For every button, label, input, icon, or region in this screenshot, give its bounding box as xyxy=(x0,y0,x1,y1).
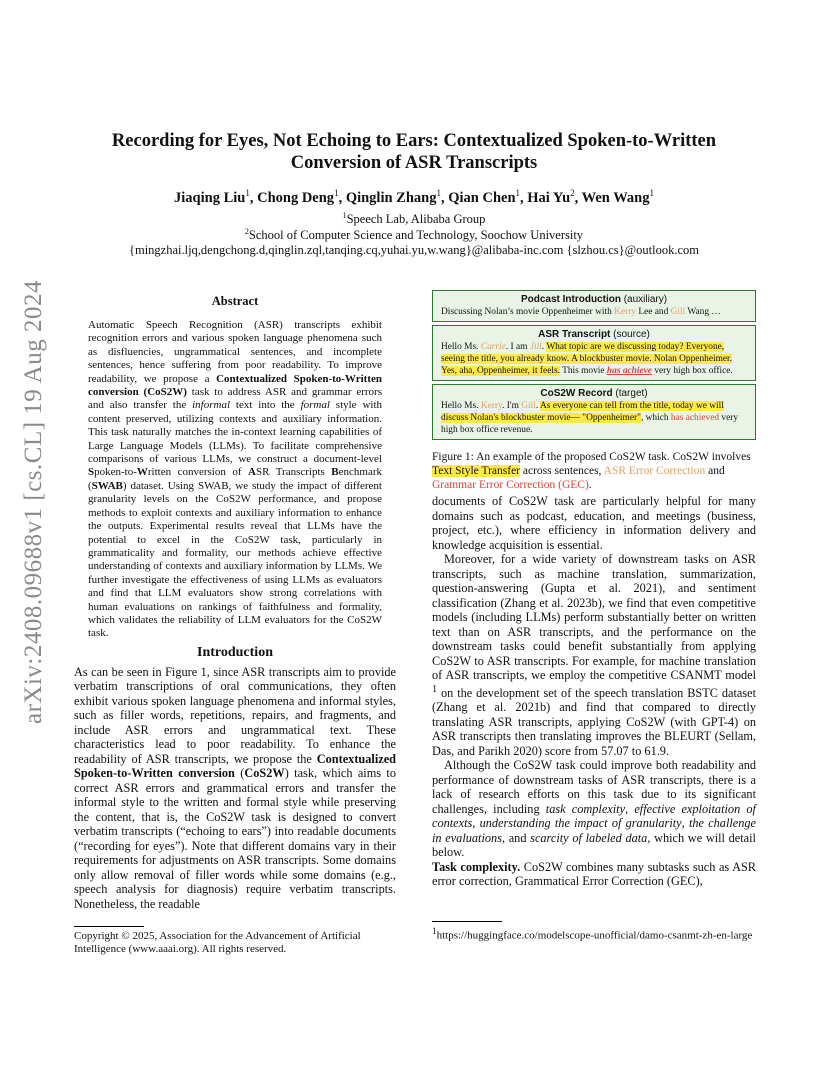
body-paragraph: documents of CoS2W task are particularly helpful for many domains such as podcast, education, and meetings (business, project, etc.), where efficiency in information delivery and knowledge acquisition is essential. xyxy=(432,494,756,552)
body-paragraph: Moreover, for a wide variety of downstream tasks on ASR transcripts, such as machine translation, summarization, question-answering (Gupta et al. 2021), and sentiment classification (Zhang et al. 2023b), we find that even competitive models (including LLMs) perform substantially better on written text than on ASR transcripts, and the performance on the downstream tasks could benefit substantially from applying CoS2W to ASR transcripts. For example, for machine translation of ASR transcripts, we employ the competitive CSANMT model $^1$ on the development set of the speech translation BSTC dataset (Zhang et al. 2021b) and find that compared to directly translating ASR transcripts, applying CoS2W (with GPT-4) on ASR transcripts then translating improves the BLEURT (Sellam, Das, and Parikh 2020) score from 57.07 to 61.9. xyxy=(432,552,756,758)
box-text: Discussing Nolan’s movie Oppenheimer with Kerry Lee and Gill Wang … xyxy=(441,307,721,317)
paper-title xyxy=(74,130,754,174)
box-title: Podcast Introduction (auxiliary) xyxy=(520,294,668,305)
arxiv-identifier-stamp xyxy=(14,262,54,742)
introduction-paragraph: As can be seen in Figure 1, since ASR transcripts aim to provide verbatim transcriptions of oral communications, they often exhibit various spoken language phenomena and informal styles, such as filler words, repetitions, repairs, and fragments, and include ASR errors and ungrammatical text. These characteristics lead to poor readability. To enhance the readability of ASR transcripts, we propose the Contextualized Spoken-to-Written conversion (CoS2W) task, which aims to correct ASR errors and grammatical errors and transfer the informal style to the written and formal style while preserving the content, that is, the CoS2W task is designed to convert verbatim transcripts (“echoing to ears”) into readable documents (“recording for eyes”). Note that different domains vary in their requirements for adjustments on ASR transcripts. Some domains only allow removal of filler words while some domains (e.g., speech analysis for diagnosis) require verbatim transcripts. Nonetheless, the readable xyxy=(74,664,396,911)
affiliation-2: $^2$School of Computer Science and Technology, Soochow University xyxy=(244,227,584,243)
cos2w-record-box xyxy=(432,384,756,440)
introduction-heading: Introduction xyxy=(197,644,273,660)
arxiv-id: arXiv:2408.09688v1 [cs.CL] 19 Aug 2024 xyxy=(20,280,47,724)
figure-caption: Figure 1: An example of the proposed CoS2W task. CoS2W involves Text Style Transfer across sentences, ASR Error Correction and Grammar Error Correction (GEC). xyxy=(432,451,751,491)
box-title: ASR Transcript (source) xyxy=(538,329,650,340)
footnote-rule xyxy=(432,921,502,922)
title-line-1: Recording for Eyes, Not Echoing to Ears: Contextualized Spoken-to-Written xyxy=(111,131,717,151)
author-list: Jiaqing Liu$^1$, Chong Deng$^1$, Qinglin Zhang$^1$, Qian Chen$^1$, Hai Yu$^2$, Wen Wang$^1$ xyxy=(174,188,654,206)
author: Hai Yu$^2$ xyxy=(527,188,575,206)
right-column xyxy=(432,290,756,889)
author: Jiaqing Liu$^1$ xyxy=(174,188,250,206)
asr-transcript-box xyxy=(432,325,756,381)
body-paragraph: Task complexity. CoS2W combines many subtasks such as ASR error correction, Grammatical Error Correction (GEC), xyxy=(432,859,756,889)
box-text: Hello Ms. Carrie. I am Jill. What topic are we discussing today? Everyone, seeing the title, you already know. A blockbuster movie. Nolan Oppenheimer. Yes, aha, Oppenheimer, it feels. This movie has achieve very high box office. xyxy=(441,342,733,376)
author: Qinglin Zhang$^1$ xyxy=(345,188,441,206)
copyright-notice: Copyright © 2025, Association for the Advancement of Artificial Intelligence (www.aaai.org). All rights reserved. xyxy=(74,926,396,956)
body-paragraph: Although the CoS2W task could improve both readability and performance of downstream tasks of ASR transcripts, there is a lack of research efforts on this task due to its significant challenges, including task complexity, effective exploitation of contexts, understanding the impact of granularity, the challenge in evaluations, and scarcity of labeled data, which we will detail below. xyxy=(432,758,757,860)
abstract-text: Automatic Speech Recognition (ASR) transcripts exhibit recognition errors and various spoken language phenomena such as disfluencies, ungrammatical sentences, and incomplete sentences, hence suffering from poor readability. To improve readability, we propose a Contextualized Spoken-to-Written conversion (CoS2W) task to address ASR and grammar errors and also transfer the informal text into the formal style with content preserved, utilizing contexts and auxiliary information. This task naturally matches the in-context learning capabilities of Large Language Models (LLMs). To facilitate comprehensive comparisons of various LLMs, we construct a document-level Spoken-to-Written conversion of ASR Transcripts Benchmark (SWAB) dataset. Using SWAB, we study the impact of different granularity levels on the CoS2W performance, and propose methods to exploit contexts and auxiliary information to enhance the outputs. Experimental results reveal that LLMs have the potential to excel in the CoS2W task, particularly in grammaticality and formality, our methods achieve effective understanding of contexts and auxiliary information by LLMs. We further investigate the effectiveness of using LLMs as evaluators and find that LLM evaluators show strong correlations with human evaluations on rankings of faithfulness and formality, which validates the reliability of LLM evaluators for the CoS2W task. xyxy=(88,319,383,640)
title-line-2: Conversion of ASR Transcripts xyxy=(290,153,538,173)
author: Qian Chen$^1$ xyxy=(448,188,521,206)
box-title: CoS2W Record (target) xyxy=(540,388,648,399)
footnote: $^1$https://huggingface.co/modelscope-unofficial/damo-csanmt-zh-en-large xyxy=(432,921,756,943)
podcast-introduction-box xyxy=(432,290,756,322)
left-column xyxy=(74,294,396,911)
box-text: Hello Ms. Kerry. I'm Gill. As everyone can tell from the title, today we will discuss Nolan's blockbuster movie— "Oppenheimer", which has achieved very high box office revenue. xyxy=(441,401,739,435)
footnote-rule xyxy=(74,926,144,927)
affiliation-1: $^1$Speech Lab, Alibaba Group xyxy=(342,211,486,227)
figure-1 xyxy=(432,290,756,492)
abstract-heading: Abstract xyxy=(211,294,259,308)
author: Wen Wang$^1$ xyxy=(581,188,654,206)
author: Chong Deng$^1$ xyxy=(257,188,339,206)
author-emails: {mingzhai.ljq,dengchong.d,qinglin.zql,tanqing.cq,yuhai.yu,w.wang}@alibaba-inc.com {slzhou.cs}@outlook.com xyxy=(128,243,700,257)
